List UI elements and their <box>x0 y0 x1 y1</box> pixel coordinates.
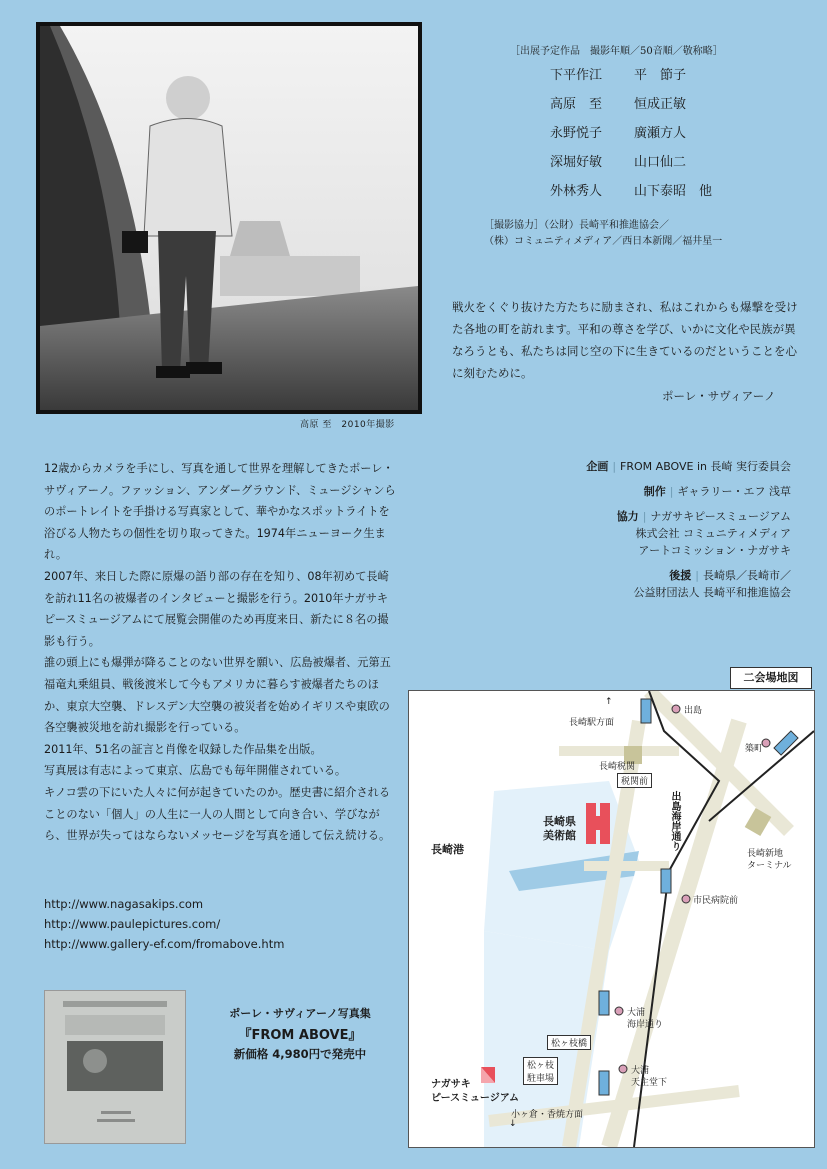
map-label: 築町 <box>745 744 764 754</box>
work-name: 永野悦子 <box>550 126 603 141</box>
map-label: 市民病院前 <box>693 896 739 906</box>
artist-biography <box>44 458 396 847</box>
map-label: 税関前 <box>617 773 652 788</box>
credit-support: 後援 | 長崎県／長崎市／ 公益財団法人 長崎平和推進協会 <box>586 567 791 601</box>
cooperation-line: ［撮影協力］（公財）長崎平和推進協会／ <box>484 220 669 231</box>
map-label: 松ヶ枝橋 <box>547 1035 591 1050</box>
bio-paragraph: 写真展は有志によって東京、広島でも毎年開催されている。 <box>44 764 347 778</box>
bio-paragraph: 2007年、来日した際に原爆の語り部の存在を知り、08年初めて長崎を訪れ11名の被爆者のインタビューと撮影を行う。2010年ナガサキピースミュージアムにて展覧会開催のため再度来日、新たに８名の撮影も行う。 <box>44 569 389 648</box>
credit-production: 制作 | ギャラリー・エフ 浅草 <box>643 485 791 498</box>
book-name: 『FROM ABOVE』 <box>238 1028 362 1043</box>
portrait-image <box>40 26 418 410</box>
map-label: 長崎県 <box>543 815 576 828</box>
work-name: 深堀好敏 <box>550 155 603 170</box>
map-label: 長崎港 <box>431 843 464 856</box>
work-name: 山口仙二 <box>634 155 687 170</box>
map-label: 大浦 <box>627 1008 646 1018</box>
map-label: ピースミュージアム <box>431 1093 519 1104</box>
work-name: 廣瀬方人 <box>634 126 687 141</box>
map-label: 長崎新地 <box>747 849 784 859</box>
work-name: 下平作江 <box>550 68 603 83</box>
map-label: 天主堂下 <box>631 1078 668 1088</box>
credit-value: ナガサキピースミュージアム <box>650 510 791 523</box>
bio-paragraph: 誰の頭上にも爆弾が降ることのない世界を願い、広島被爆者、元第五福竜丸乗組員、戦後渡米して今もアメリカに暮らす被爆者たちのほか、東京大空襲、ドレスデン大空襲の被災者を始めイギリスや東欧の各空襲被災地を訪れ撮影を行っている。 <box>44 656 391 735</box>
credit-value: アートコミッション・ナガサキ <box>638 544 791 557</box>
credit-value: FROM ABOVE in 長崎 実行委員会 <box>620 460 791 473</box>
website-links <box>44 894 284 954</box>
book-cover <box>44 990 186 1144</box>
map-label: 長崎税関 <box>599 762 636 772</box>
work-name: 恒成正敏 <box>634 97 687 112</box>
map-arrow-up: ↑ <box>605 697 613 707</box>
credit-value: 株式会社 コミュニティメディア <box>635 527 791 540</box>
bio-paragraph: 12歳からカメラを手にし、写真を通して世界を理解してきたポーレ・サヴィアーノ。ファッション、アンダーグラウンド、ミュージシャンらのポートレイトを手掛ける写真家として、華やかなスポットライトを浴びる人物たちの個性を切り取ってきた。1974年ニューヨーク生まれ。 <box>44 462 396 562</box>
map-label: 出島海岸通り <box>669 791 680 851</box>
book-price: 新価格 4,980円で発売中 <box>233 1047 367 1061</box>
cooperation-line: （株）コミュニティメディア／西日本新聞／福井星一 <box>484 236 723 247</box>
map-label: 大浦 <box>631 1066 650 1076</box>
bio-paragraph: キノコ雲の下にいた人々に何が起きていたのか。歴史書に紹介されることのない「個人」の人生に一人の人間として向き合い、学びながら、世界が失ってはならないメッセージを写真を通して伝え続ける。 <box>44 785 391 843</box>
credit-cooperation: 協力 | ナガサキピースミュージアム 株式会社 コミュニティメディア アートコミッション・ナガサキ <box>586 508 791 559</box>
work-row <box>550 151 712 180</box>
map-label: ナガサキ <box>431 1079 471 1090</box>
credit-plan: 企画 | FROM ABOVE in 長崎 実行委員会 <box>586 460 791 473</box>
map-title: 二会場地図 <box>730 667 812 689</box>
map-label: 海岸通り <box>627 1020 664 1030</box>
work-name: 平 節子 <box>634 68 687 83</box>
map-label: 美術館 <box>543 829 576 842</box>
credits <box>586 458 791 609</box>
website-link[interactable]: http://www.gallery-ef.com/fromabove.htm <box>44 937 285 951</box>
portrait-photo <box>36 22 422 414</box>
work-row <box>550 180 712 209</box>
work-row <box>550 93 712 122</box>
artist-quote: 戦火をくぐり抜けた方たちに励まされ、私はこれからも爆撃を受けた各地の町を訪れます。平和の尊さを学び、いかに文化や民族が異なろうとも、私たちは同じ空の下に生きているのだということを心に刻むために。 <box>452 300 798 380</box>
quote-signature: ポーレ・サヴィアーノ <box>662 389 776 403</box>
credit-label: 制作 <box>643 485 666 498</box>
credit-value: ギャラリー・エフ 浅草 <box>677 485 791 498</box>
book-title: ポーレ・サヴィアーノ写真集 <box>229 1007 371 1020</box>
work-row <box>550 122 712 151</box>
book-info <box>200 1005 400 1062</box>
work-name: 高原 至 <box>550 97 603 112</box>
map-label: ターミナル <box>747 861 792 871</box>
map-label: 出島 <box>684 706 703 716</box>
works-heading: ［出展予定作品 撮影年順／50音順／敬称略］ <box>510 46 723 57</box>
credit-label: 企画 <box>586 460 609 473</box>
photo-cooperation <box>484 218 722 250</box>
work-row <box>550 64 712 93</box>
website-link[interactable]: http://www.paulepictures.com/ <box>44 917 221 931</box>
map-parking <box>523 1057 558 1085</box>
works-list <box>550 64 712 209</box>
work-name: 外林秀人 <box>550 184 603 199</box>
credit-value: 長崎県／長崎市／ <box>703 569 791 582</box>
map-arrow-down: ↓ <box>509 1119 517 1129</box>
credit-label: 後援 <box>669 569 692 582</box>
map-label: 駐車場 <box>527 1074 555 1084</box>
map-label: 松ヶ枝 <box>527 1061 555 1071</box>
website-link[interactable]: http://www.nagasakips.com <box>44 897 204 911</box>
venue-map <box>408 690 815 1148</box>
map-label: 長崎駅方面 <box>569 718 615 728</box>
credit-value: 公益財団法人 長崎平和推進協会 <box>633 586 791 599</box>
book-cover-image <box>45 991 185 1143</box>
work-name: 山下泰昭 他 <box>634 184 713 199</box>
photo-caption: 高原 至 2010年撮影 <box>300 420 395 430</box>
map-label: 小ヶ倉・香焼方面 <box>511 1110 584 1120</box>
credit-label: 協力 <box>616 510 639 523</box>
bio-paragraph: 2011年、51名の証言と肖像を収録した作品集を出版。 <box>44 742 322 756</box>
